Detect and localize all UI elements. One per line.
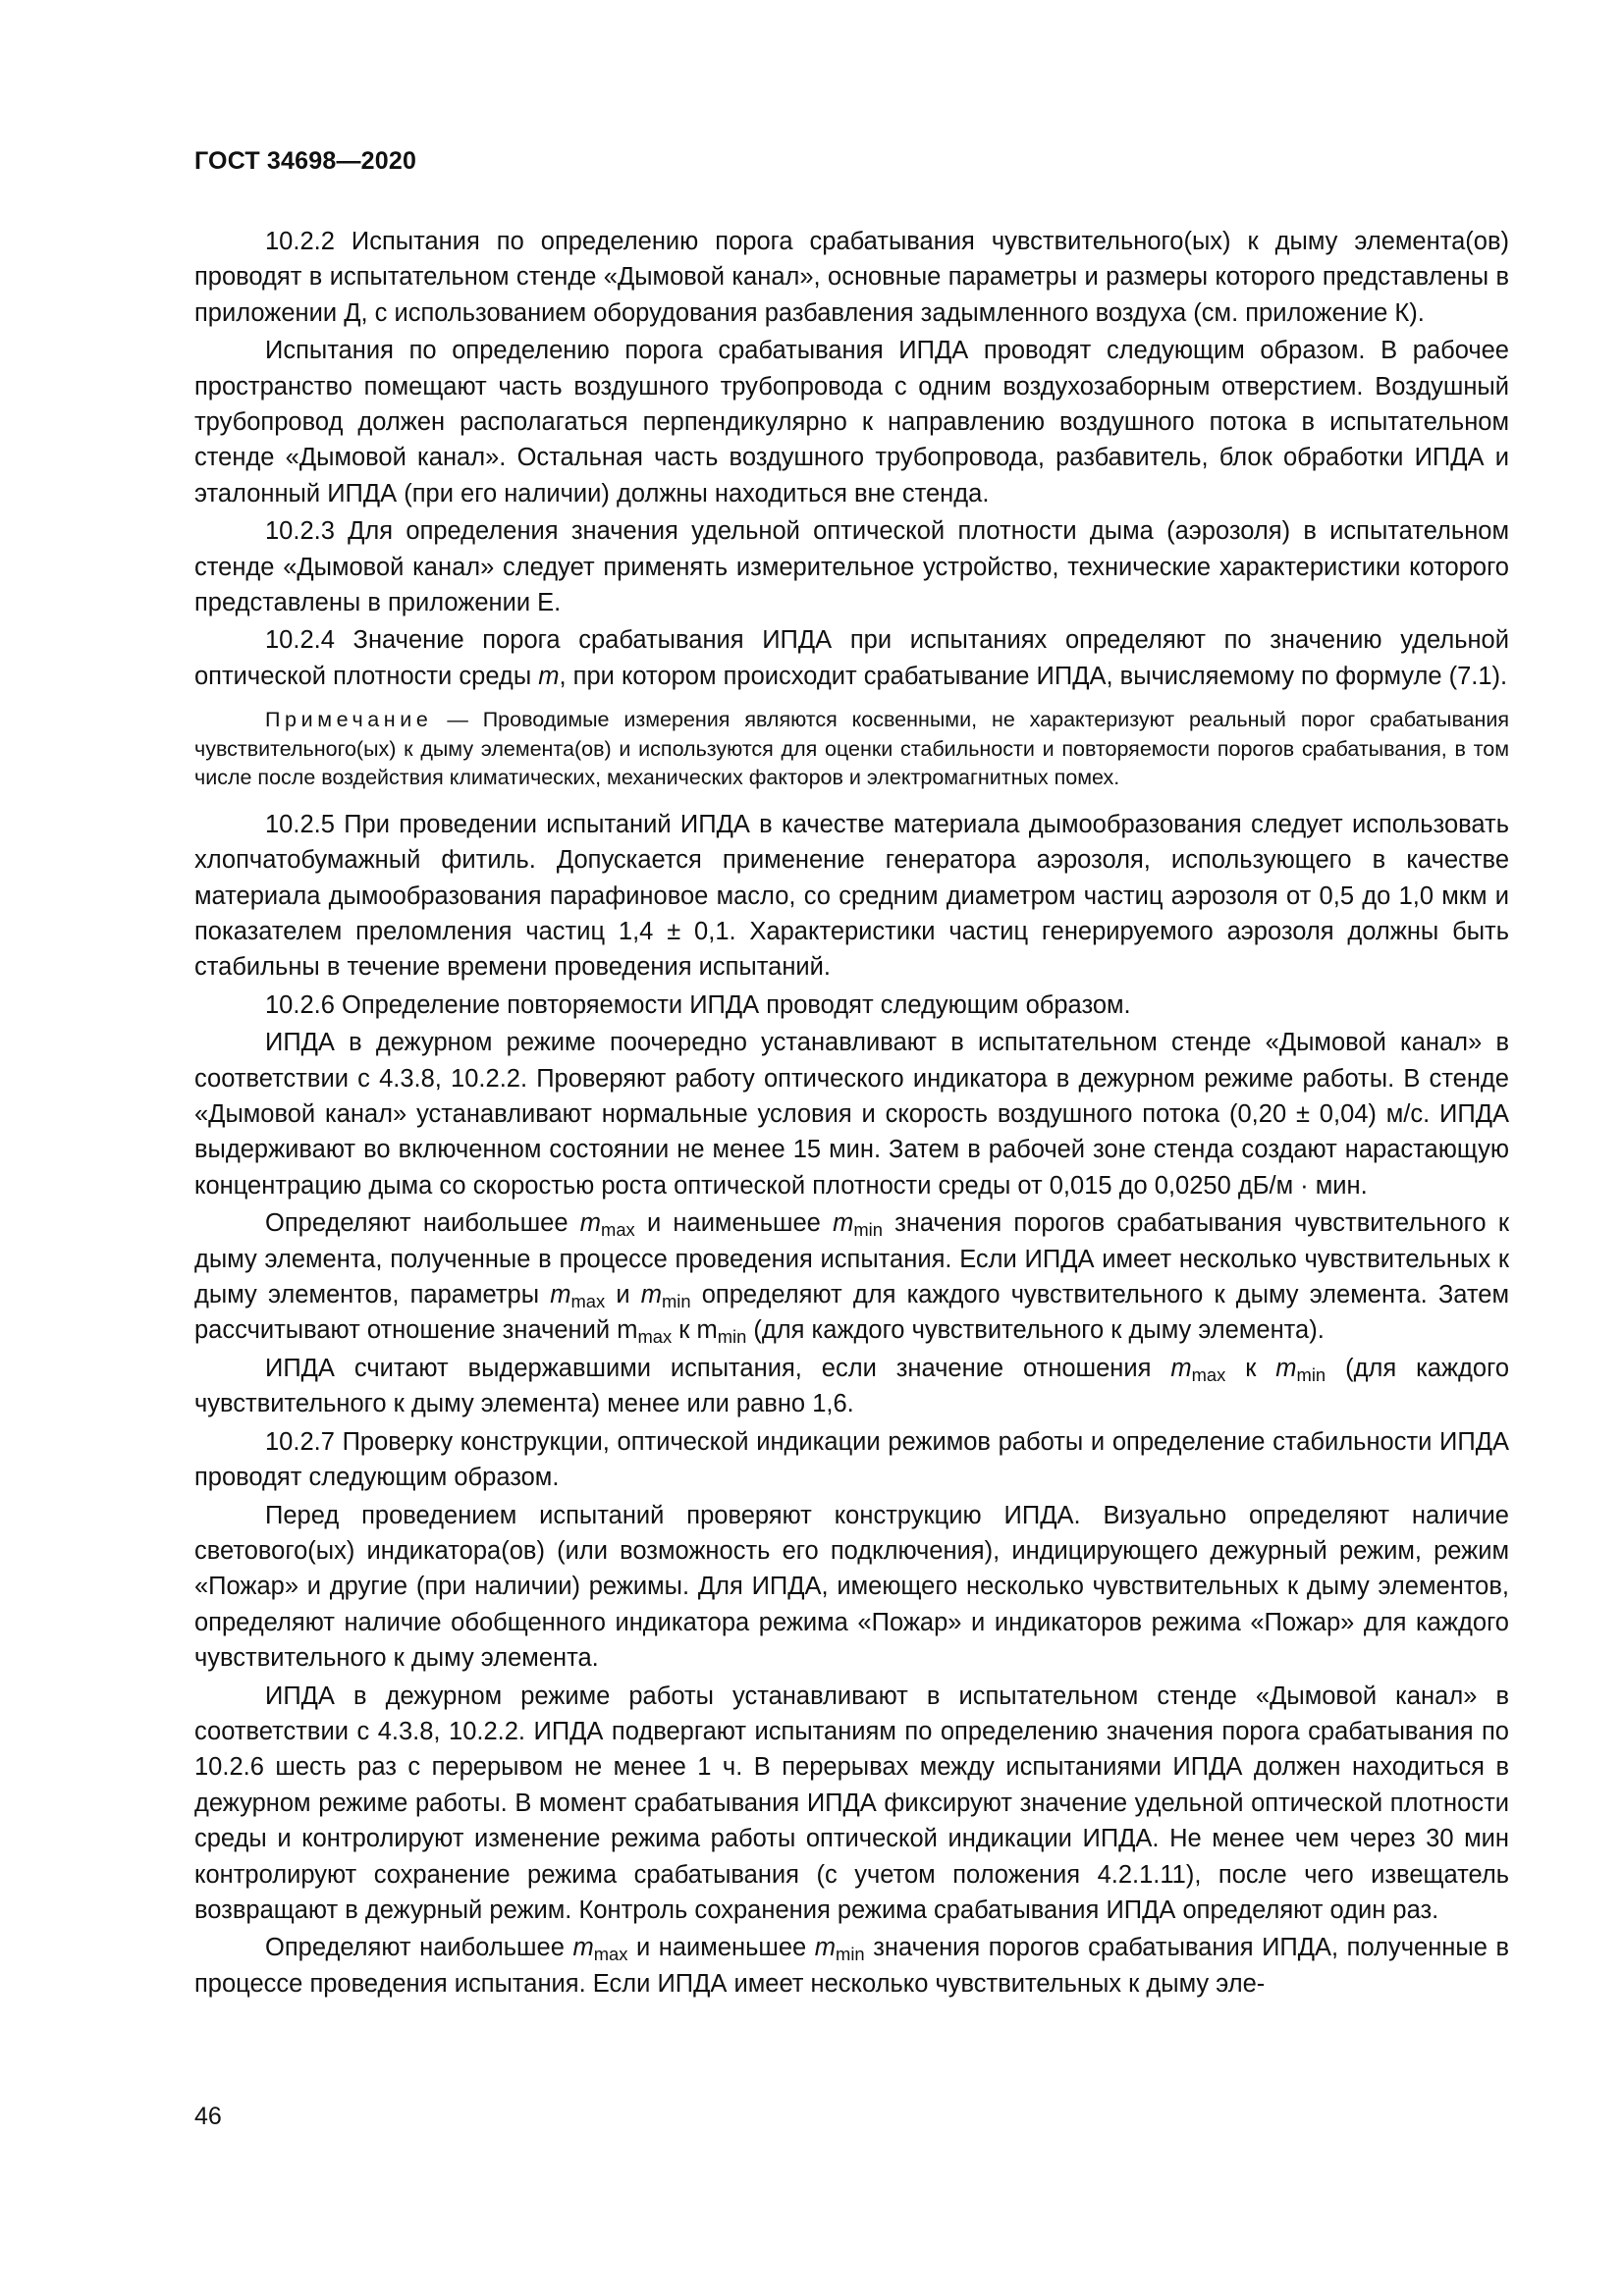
- paragraph-stability-test: ИПДА в дежурном режиме работы устанавливают в испытательном стенде «Дымовой канал» в соответствии с 4.3.8, 10.2.2. ИПДА подвергают испытаниям по определению значения порога срабатывания по 10.2.6 шесть раз с перерывом не менее 1 ч. В перерывах между испытаниями ИПДА должен находиться в дежурном режиме работы. В момент срабатывания ИПДА фиксируют значение удельной оптической плотности среды и контролируют изменение режима работы оптической индикации ИПДА. Не менее чем через 30 мин контролируют сохранение режима срабатывания (с учетом положения 4.2.1.11), после чего извещатель возвращают в дежурный режим. Контроль сохранения режима срабатывания ИПДА определяют один раз.: [194, 1682, 1509, 1924]
- text-fragment: и наименьшее: [635, 1934, 807, 1962]
- symbol-m: m: [833, 1209, 854, 1238]
- note-label: Примечание: [265, 708, 433, 732]
- symbol-m: m: [1170, 1354, 1192, 1382]
- paragraph-10-2-3: 10.2.3 Для определения значения удельной оптической плотности дыма (аэрозоля) в испытательном стенде «Дымовой канал» следует применять измерительное устройство, технические характеристики которого представлены в приложении Е.: [194, 517, 1509, 617]
- paragraph-10-2-7: 10.2.7 Проверку конструкции, оптической индикации режимов работы и определение стабильности ИПДА проводят следующим образом.: [194, 1427, 1509, 1492]
- text-fragment: значения порогов срабатывания ИПДА, полученные в процессе проведения испытания. Если ИПДА имеет несколько чувствительных к дыму эле-: [194, 1934, 1509, 1998]
- note-block: [194, 706, 1509, 793]
- note-text: — Проводимые измерения являются косвенными, не характеризуют реальный порог срабатывания чувствительного(ых) к дыму элемента(ов) и используются для оценки стабильности и повторяемости порогов срабатывания, в том числе после воздействия климатических, механических факторов и электромагнитных помех.: [194, 708, 1509, 790]
- page-number: 46: [194, 2103, 222, 2130]
- paragraph-procedure: Испытания по определению порога срабатывания ИПДА проводят следующим образом. В рабочее пространство помещают часть воздушного трубопровода с одним воздухозаборным отверстием. Воздушный трубопровод должен располагаться перпендикулярно к направлению воздушного потока в испытательном стенде «Дымовой канал». Остальная часть воздушного трубопровода, разбавитель, блок обработки ИПДА и эталонный ИПДА (при его наличии) должны находиться вне стенда.: [194, 337, 1509, 507]
- paragraph-10-2-4: [194, 622, 1509, 694]
- text-fragment: (для каждого чувствительного к дыму элемента) менее или равно 1,6.: [194, 1354, 1510, 1418]
- paragraph-max-min-final: [194, 1930, 1509, 2002]
- text-fragment: и наименьшее: [646, 1209, 821, 1238]
- text-fragment: к: [1245, 1354, 1257, 1382]
- text-fragment: значения порогов срабатывания чувствительного к дыму элемента, полученные в процессе проведения испытания. Если ИПДА имеет несколько чувствительных к дыму элементов, параметры: [194, 1209, 1509, 1309]
- subscript-min: min: [661, 1291, 691, 1312]
- subscript-min: min: [717, 1326, 747, 1348]
- subscript-min: min: [853, 1219, 883, 1241]
- text-fragment: , при котором происходит срабатывание ИПДА, вычисляемому по формуле (7.1).: [559, 662, 1508, 690]
- text-fragment: Определяют наибольшее: [265, 1209, 568, 1238]
- text-fragment: определяют для каждого чувствительного к дыму элемента. Затем рассчитывают отношение значений m: [194, 1281, 1509, 1345]
- symbol-m: m: [579, 1209, 602, 1238]
- paragraph-max-min: [194, 1205, 1509, 1349]
- subscript-max: max: [601, 1219, 635, 1241]
- symbol-m: m: [814, 1934, 837, 1962]
- text-fragment: к m: [678, 1316, 718, 1345]
- text-fragment: Определяют наибольшее: [265, 1934, 565, 1962]
- paragraph-10-2-2: 10.2.2 Испытания по определению порога срабатывания чувствительного(ых) к дыму элемента(ов) проводят в испытательном стенде «Дымовой канал», основные параметры и размеры которого представлены в приложении Д, с использованием оборудования разбавления задымленного воздуха (см. приложение К).: [194, 228, 1509, 327]
- subscript-max: max: [637, 1326, 673, 1348]
- paragraph-construction-check: Перед проведением испытаний проверяют конструкцию ИПДА. Визуально определяют наличие светового(ых) индикатора(ов) (или возможность его подключения), индицирующего дежурный режим, режим «Пожар» и другие (при наличии) режимы. Для ИПДА, имеющего несколько чувствительных к дыму элементов, определяют наличие обобщенного индикатора режима «Пожар» и индикаторов режима «Пожар» для каждого чувствительного к дыму элемента.: [194, 1501, 1509, 1673]
- symbol-m: m: [640, 1281, 662, 1309]
- text-fragment: 10.2.4 Значение порога срабатывания ИПДА при испытаниях определяют по значению удельной оптической плотности среды: [194, 626, 1509, 690]
- symbol-m: m: [538, 662, 560, 690]
- subscript-min: min: [1296, 1364, 1326, 1386]
- symbol-m: m: [550, 1281, 571, 1309]
- text-fragment: (для каждого чувствительного к дыму элемента).: [753, 1316, 1325, 1345]
- document-body: [194, 224, 1509, 2003]
- symbol-m: m: [572, 1934, 594, 1962]
- subscript-max: max: [1191, 1364, 1226, 1386]
- subscript-max: max: [570, 1291, 606, 1312]
- paragraph-10-2-6: 10.2.6 Определение повторяемости ИПДА проводят следующим образом.: [265, 990, 1131, 1019]
- paragraph-10-2-5: 10.2.5 При проведении испытаний ИПДА в качестве материала дымообразования следует использовать хлопчатобумажный фитиль. Допускается применение генератора аэрозоля, использующего в качестве материала дымообразования парафиновое масло, со средним диаметром частиц аэрозоля от 0,5 до 1,0 мкм и показателем преломления частиц 1,4 ± 0,1. Характеристики частиц генерируемого аэрозоля должны быть стабильны в течение времени проведения испытаний.: [194, 810, 1509, 982]
- paragraph-pass-criteria: [194, 1351, 1509, 1422]
- text-fragment: ИПДА считают выдержавшими испытания, если значение отношения: [265, 1354, 1152, 1382]
- symbol-m: m: [1275, 1354, 1297, 1382]
- document-header: ГОСТ 34698—2020: [194, 147, 417, 175]
- subscript-min: min: [836, 1944, 865, 1965]
- subscript-max: max: [593, 1944, 628, 1965]
- paragraph-repeatability: ИПДА в дежурном режиме поочередно устанавливают в испытательном стенде «Дымовой канал» в соответствии с 4.3.8, 10.2.2. Проверяют работу оптического индикатора в дежурном режиме работы. В стенде «Дымовой канал» устанавливают нормальные условия и скорость воздушного потока (0,20 ± 0,04) м/с. ИПДА выдерживают во включенном состоянии не менее 15 мин. Затем в рабочей зоне стенда создают нарастающую концентрацию дыма со скоростью роста оптической плотности среды от 0,015 до 0,0250 дБ/м · мин.: [194, 1029, 1509, 1200]
- text-fragment: и: [616, 1281, 630, 1309]
